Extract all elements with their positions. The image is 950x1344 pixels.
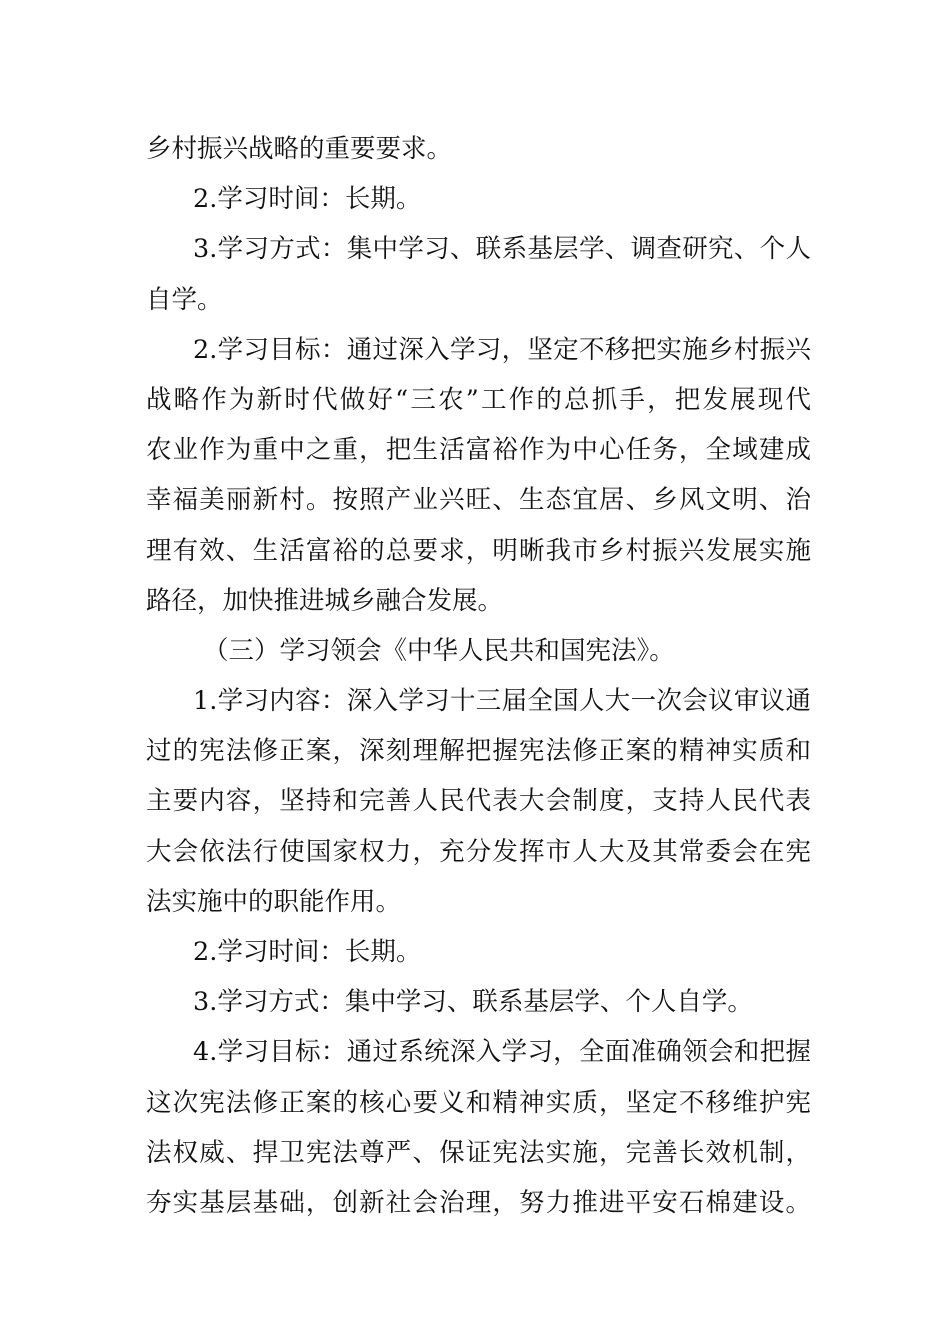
paragraph-line: 幸福美丽新村。按照产业兴旺、生态宜居、乡风文明、治 bbox=[146, 485, 811, 516]
paragraph-line: 战略作为新时代做好“三农”工作的总抓手，把发展现代 bbox=[146, 384, 811, 415]
paragraph-line: 路径，加快推进城乡融合发展。 bbox=[146, 585, 504, 616]
paragraph-line: 夯实基层基础，创新社会治理，努力推进平安石棉建设。 bbox=[146, 1187, 811, 1218]
paragraph-line: 这次宪法修正案的核心要义和精神实质，坚定不移维护宪 bbox=[146, 1087, 811, 1118]
paragraph-line: 理有效、生活富裕的总要求，明晰我市乡村振兴发展实施 bbox=[146, 535, 811, 566]
paragraph-line: 2.学习时间：长期。 bbox=[193, 184, 422, 215]
paragraph-line: 法权威、捍卫宪法尊严、保证宪法实施，完善长效机制， bbox=[146, 1137, 811, 1168]
document-body bbox=[146, 124, 811, 1228]
paragraph-line: 大会依法行使国家权力，充分发挥市人大及其常委会在宪 bbox=[146, 836, 811, 867]
paragraph-line: 主要内容，坚持和完善人民代表大会制度，支持人民代表 bbox=[146, 786, 811, 817]
paragraph-line: 4.学习目标：通过系统深入学习，全面准确领会和把握 bbox=[193, 1037, 811, 1068]
paragraph-line: 3.学习方式：集中学习、联系基层学、调查研究、个人 bbox=[193, 234, 811, 265]
section-heading: （三）学习领会《中华人民共和国宪法》。 bbox=[203, 635, 675, 666]
paragraph-line: 2.学习时间：长期。 bbox=[193, 937, 422, 967]
paragraph-line: 农业作为重中之重，把生活富裕作为中心任务，全域建成 bbox=[146, 435, 811, 466]
paragraph-line: 过的宪法修正案，深刻理解把握宪法修正案的精神实质和 bbox=[146, 736, 811, 767]
paragraph-line: 2.学习目标：通过深入学习，坚定不移把实施乡村振兴 bbox=[193, 334, 811, 365]
paragraph-line: 乡村振兴战略的重要要求。 bbox=[146, 134, 453, 164]
paragraph-line: 1.学习内容：深入学习十三届全国人大一次会议审议通 bbox=[193, 686, 811, 717]
paragraph-line: 法实施中的职能作用。 bbox=[146, 886, 402, 917]
paragraph-line: 3.学习方式：集中学习、联系基层学、个人自学。 bbox=[193, 987, 753, 1018]
paragraph-line: 自学。 bbox=[146, 284, 223, 315]
